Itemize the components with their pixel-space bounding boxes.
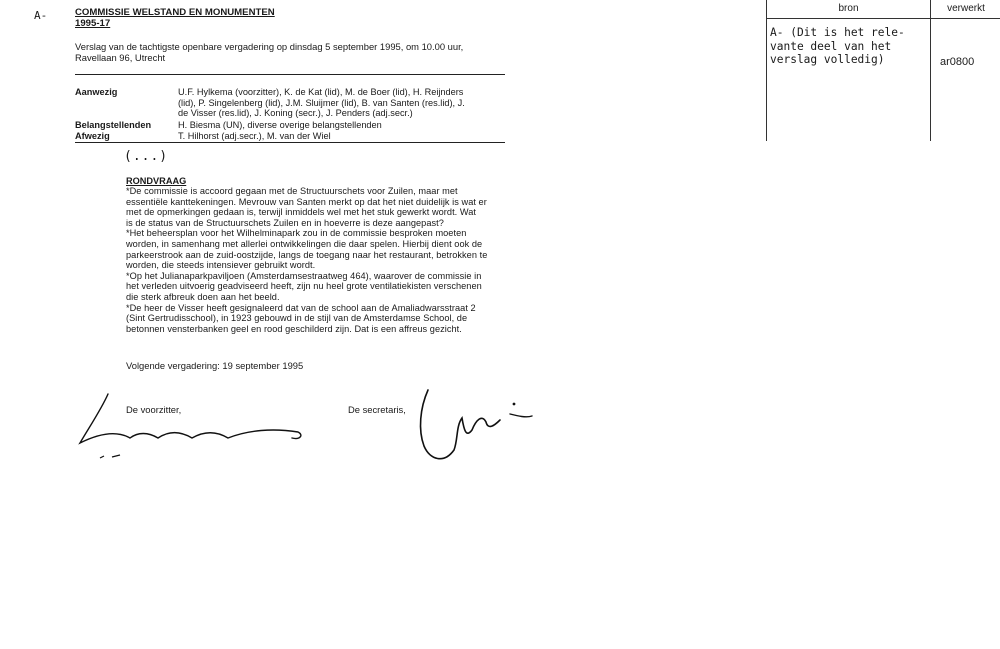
rondvraag-line: is de status van de Structuurschets Zuilen en in hoeverre is deze aangepast? xyxy=(126,217,444,228)
rondvraag-line: worden, die steeds intensiever gebruikt wordt. xyxy=(126,260,316,271)
margin-marker: A- xyxy=(34,9,48,22)
present-line: (lid), P. Singelenberg (lid), J.M. Sluijmer (lid), B. van Santen (res.lid), J. xyxy=(178,97,465,108)
bron-note-line: A- (Dit is het rele- xyxy=(770,26,905,39)
meeting-intro xyxy=(75,41,463,63)
chair-signature-label: De voorzitter, xyxy=(126,404,182,415)
meeting-intro-line1: Verslag van de tachtigste openbare vergadering op dinsdag 5 september 1995, om 10.00 uur, xyxy=(75,41,464,52)
rondvraag-line: parkeerstrook aan de zuid-oostzijde, langs de toegang naar het restaurant, betrokken te xyxy=(126,249,488,260)
ledger-table xyxy=(766,0,1000,141)
rondvraag-line: (Sint Gertrudisschool), in 1923 gebouwd in de stijl van de Amsterdamse School, de xyxy=(126,313,468,324)
ledger-header xyxy=(767,0,1000,19)
absent-value: T. Hilhorst (adj.secr.), M. van der Wiel xyxy=(178,131,331,141)
present-list xyxy=(178,87,508,119)
document-title-line1: COMMISSIE WELSTAND EN MONUMENTEN xyxy=(75,7,275,18)
omission-mark: (...) xyxy=(124,149,169,164)
bron-note-line: vante deel van het xyxy=(770,39,892,53)
present-line: de Visser (res.lid), J. Koning (secr.), J. Penders (adj.secr.) xyxy=(178,108,413,119)
next-meeting-date: Volgende vergadering: 19 september 1995 xyxy=(126,360,304,371)
rondvraag-line: *De commissie is accoord gegaan met de Structuurschets voor Zuilen, maar met xyxy=(126,186,458,196)
rondvraag-heading: RONDVRAAG xyxy=(126,176,187,186)
rondvraag-line: *Op het Julianaparkpaviljoen (Amsterdamsestraatweg 464), waarover de commissie in xyxy=(126,270,482,281)
column-divider xyxy=(930,0,931,141)
secretary-signature-label: De secretaris, xyxy=(348,404,406,415)
rondvraag-line: *De heer de Visser heeft gesignaleerd dat van de school aan de Amaliadwarsstraat 2 xyxy=(126,302,476,313)
present-line: U.F. Hylkema (voorzitter), K. de Kat (lid), M. de Boer (lid), H. Reijnders xyxy=(178,87,464,97)
column-header-bron: bron xyxy=(838,3,859,14)
rondvraag-line: met de opmerkingen gedaan is, terwijl inmiddels wel met het stuk gewerkt wordt. Wat xyxy=(126,207,477,218)
bron-note xyxy=(770,26,928,67)
divider-top xyxy=(75,74,505,75)
rondvraag-line: die sterk afbreuk doen aan het beeld. xyxy=(126,291,280,302)
document-title-line2: 1995-17 xyxy=(75,18,111,29)
rondvraag-line: betonnen vensterbanken geel en rood geschilderd zijn. Dat is een affreus gezicht. xyxy=(126,323,462,334)
bron-note-line: verslag volledig) xyxy=(770,53,885,66)
verwerkt-code: ar0800 xyxy=(940,56,975,68)
stakeholders-value: H. Biesma (UN), diverse overige belangstellenden xyxy=(178,120,382,130)
chair-signature xyxy=(78,388,308,468)
meeting-intro-line2: Ravellaan 96, Utrecht xyxy=(75,52,166,63)
rondvraag-line: essentiële kanttekeningen. Mevrouw van Santen merkt op dat het niet duidelijk is wat er xyxy=(126,196,487,207)
absent-label: Afwezig xyxy=(75,131,110,141)
divider-bottom xyxy=(75,142,505,143)
present-label: Aanwezig xyxy=(75,87,118,97)
rondvraag-body xyxy=(126,186,516,334)
document-title xyxy=(75,7,275,29)
secretary-signature xyxy=(414,384,564,464)
stakeholders-label: Belangstellenden xyxy=(75,120,152,130)
rondvraag-line: het verleden uitvoerig geadviseerd heeft, zijn nu heel grote ventilatiekisten verschenen xyxy=(126,281,482,292)
column-header-verwerkt: verwerkt xyxy=(947,3,985,14)
rondvraag-line: worden, in samenhang met allerlei ontwikkelingen die daar spelen. Hierbij dient ook de xyxy=(126,238,483,249)
rondvraag-line: *Het beheersplan voor het Wilhelminapark zou in de commissie besproken moeten xyxy=(126,228,467,239)
